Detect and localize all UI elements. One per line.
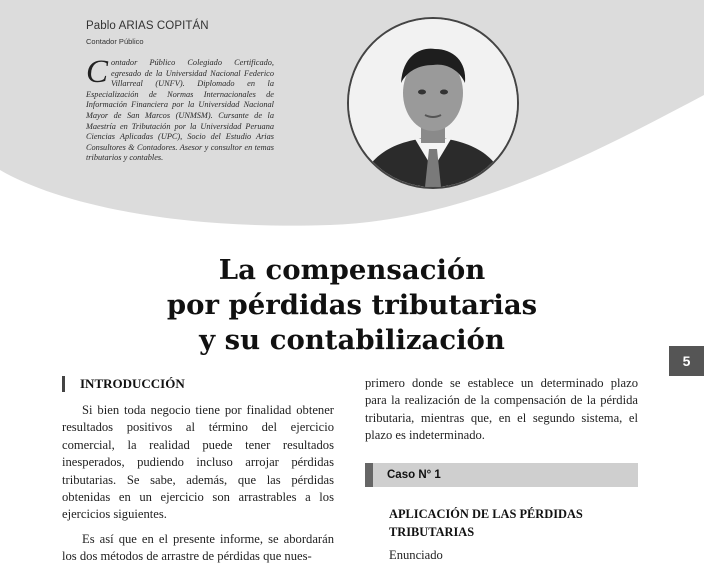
case-body: Enunciado xyxy=(389,547,443,562)
title-line-3: y su contabilización xyxy=(199,324,505,356)
intro-heading-text: INTRODUCCIÓN xyxy=(80,376,185,391)
page-number-tab: 5 xyxy=(669,346,704,376)
title-line-1: La compensación xyxy=(218,254,486,286)
title-line-2: por pérdidas tributarias xyxy=(166,289,538,321)
author-bio xyxy=(86,54,274,164)
author-portrait xyxy=(347,17,519,189)
case-label: Caso N° 1 xyxy=(387,468,441,481)
continued-paragraph: primero donde se establece un determinado plazo para la realización de la compensación de la pérdida tributaria, mientras que, en el segundo sistema, el plazo es indeterminado. xyxy=(365,376,638,443)
author-photo-illustration xyxy=(349,19,517,187)
left-column xyxy=(62,375,334,566)
author-role: Contador Público xyxy=(86,37,144,46)
case-title: APLICACIÓN DE LAS PÉRDIDAS TRIBUTARIAS xyxy=(389,506,583,539)
intro-paragraph-2: Es así que en el presente informe, se abordarán los dos métodos de arrastre de pérdidas que nues- xyxy=(62,531,334,564)
right-column xyxy=(365,375,638,564)
intro-paragraph-1: Si bien toda negocio tiene por finalidad obtener resultados positivos al término del ejercicio comercial, la realidad puede tener resultados inesperados, pudiendo incluso arrojar pérdidas tributarias. Se sabe, además, que las pérdidas obtenidas en un ejercicio son arrastrables a los ejercicios siguientes. xyxy=(62,403,334,522)
case-label-bar xyxy=(365,463,638,487)
author-name: Pablo ARIAS COPITÁN xyxy=(86,20,209,32)
article-title xyxy=(0,253,704,358)
bio-text: ontador Público Colegiado Certificado, egresado de la Universidad Nacional Federico Villarreal (UNFV). Diplomado en la Especialización de Normas Internacionales de Información Financiera por la Universidad Nacional Mayor de San Marcos (UNMSM). Cursante de la Maestría en Tributación por la Universidad Peruana Ciencias Aplicadas (UPC), Socio del Estudio Arias Consultores & Contadores. Asesor y consultor en temas tributarios y contables. xyxy=(86,58,274,163)
intro-heading xyxy=(62,375,334,393)
heading-marker xyxy=(62,376,65,392)
bio-dropcap: C xyxy=(86,54,109,90)
